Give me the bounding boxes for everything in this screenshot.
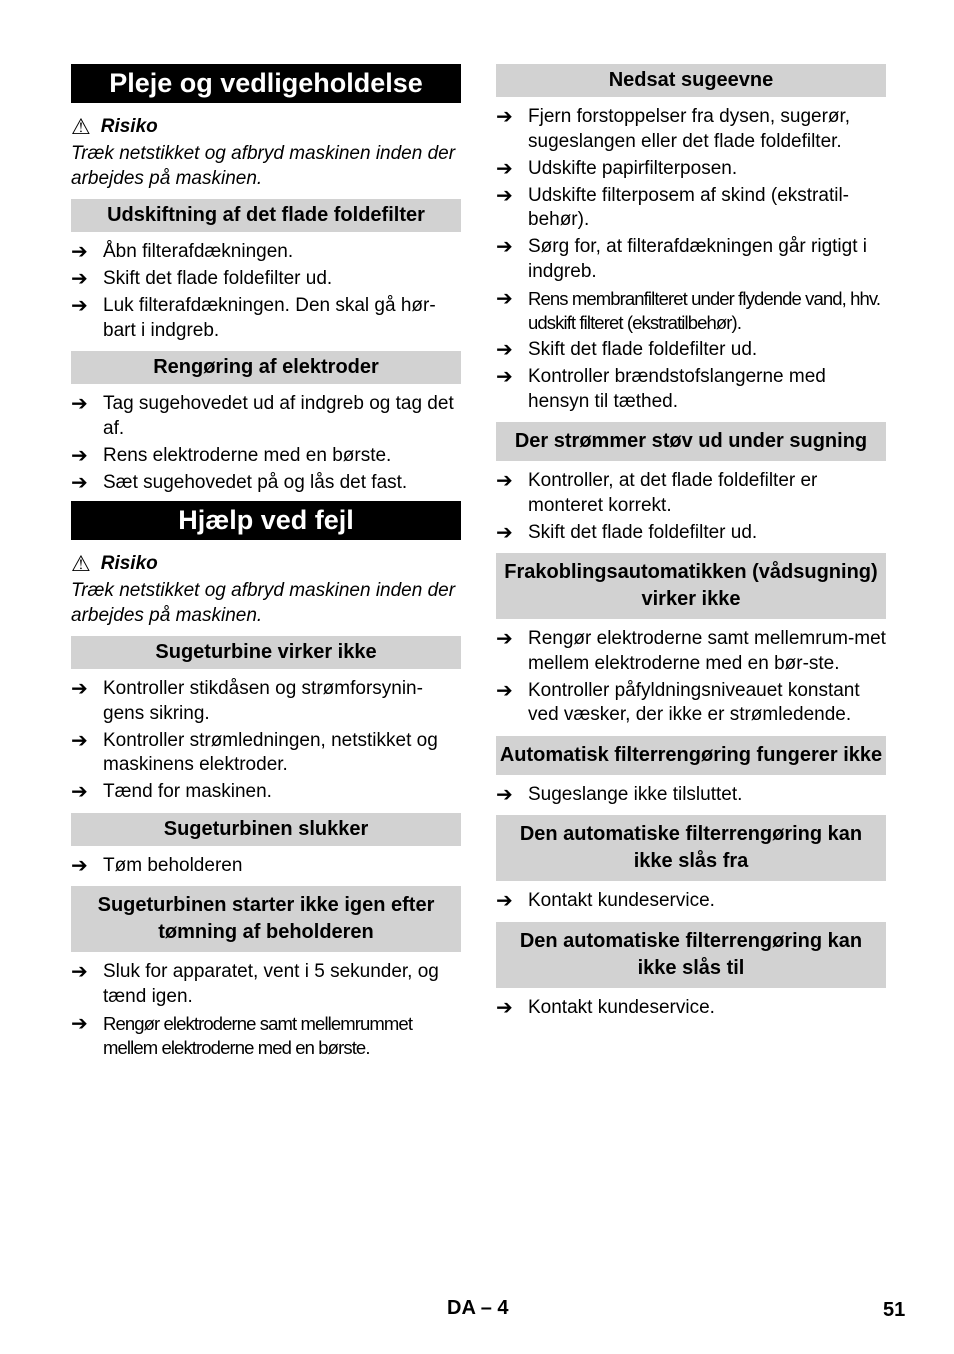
arrow-right-icon: ➔ [496,521,513,544]
list-item: ➔ Udskifte filterposem af skind (ekstratil-behør). [496,184,886,233]
arrow-right-icon: ➔ [71,268,88,290]
warning-triangle-icon: ⚠ [71,114,91,139]
arrow-right-icon: ➔ [496,366,513,388]
auto-off-steps [496,627,886,728]
help-heading: Hjælp ved fejl [71,501,461,540]
list-item: ➔ Tænd for maskinen. [71,781,272,803]
turbine-steps [71,677,461,805]
list-item: ➔ Rengør elektroderne samt mellemrum-met mellem elektroderne med en bør-ste. [496,627,886,676]
arrow-right-icon: ➔ [71,678,88,700]
off-steps [71,854,461,879]
footer-section-page: DA – 4 [447,1297,509,1319]
restart-steps [71,960,461,1061]
arrow-right-icon: ➔ [71,961,88,983]
list-item: ➔ Luk filterafdækningen. Den skal gå hør-bart i indgreb. [71,294,461,343]
list-item: ➔ Rens elektroderne med en børste. [71,444,392,467]
footer-page-number: 51 [883,1299,906,1321]
arrow-right-icon: ➔ [71,393,88,415]
warning-triangle-icon: ⚠ [71,551,91,576]
arrow-right-icon: ➔ [496,106,513,128]
list-item: ➔ Fjern forstoppelser fra dysen, sugerør, sugeslangen eller det flade foldefilter. [496,105,886,154]
arrow-right-icon: ➔ [496,287,513,310]
arrow-right-icon: ➔ [496,339,513,361]
list-item: ➔ Rens membranfilteret under flydende vand, hhv. udskift filteret (ekstratilbehør). [496,287,886,336]
cannot-off-heading: Den automatiske filterrengøring kan ikke slås fra [496,815,886,881]
left-column [71,64,461,1063]
help-risk-note: Træk netstikket og afbryd maskinen inden der arbejdes på maskinen. [71,580,456,626]
cannot-off-steps [496,889,886,914]
arrow-right-icon: ➔ [496,470,513,492]
restart-heading: Sugeturbinen starter ikke igen efter tømning af beholderen [71,886,461,952]
arrow-right-icon: ➔ [496,628,513,650]
turbine-heading: Sugeturbine virker ikke [71,636,461,669]
arrow-right-icon: ➔ [71,854,88,877]
help-risk-text: Risiko [100,553,158,574]
list-item: ➔ Kontroller påfyldningsniveauet konstant ved væsker, der ikke er strømledende. [496,679,886,728]
reduced-steps [496,105,886,414]
list-item: ➔ Kontroller brændstofslangerne med hensyn til tæthed. [496,365,886,414]
dust-heading: Der strømmer støv ud under sugning [496,422,886,461]
arrow-right-icon: ➔ [496,783,513,806]
auto-clean-steps [496,783,886,808]
arrow-right-icon: ➔ [496,236,513,258]
list-item: ➔ Kontroller strømledningen, netstikket og maskinens elektroder. [71,729,461,778]
dust-steps [496,469,886,545]
list-item: ➔ Sørg for, at filterafdækningen går rigtigt i indgreb. [496,235,886,284]
arrow-right-icon: ➔ [496,996,513,1019]
electrodes-steps [71,392,461,495]
list-item: ➔ Kontakt kundeservice. [496,996,715,1019]
list-item: ➔ Kontroller, at det flade foldefilter er monteret korrekt. [496,469,886,518]
arrow-right-icon: ➔ [71,241,88,263]
arrow-right-icon: ➔ [71,444,88,467]
list-item: ➔ Sæt sugehovedet på og lås det fast. [71,471,408,494]
list-item: ➔ Kontroller stikdåsen og strømforsynin-gens sikring. [71,677,461,726]
arrow-right-icon: ➔ [71,471,88,494]
arrow-right-icon: ➔ [496,157,513,180]
list-item: ➔ Sluk for apparatet, vent i 5 sekunder, og tænd igen. [71,960,461,1009]
list-item: ➔ Tag sugehovedet ud af indgreb og tag det af. [71,392,461,441]
electrodes-heading: Rengøring af elektroder [71,351,461,384]
care-risk-label [71,113,461,141]
care-risk-note: Træk netstikket og afbryd maskinen inden der arbejdes på maskinen. [71,143,456,189]
list-item: ➔ Tøm beholderen [71,854,243,877]
reduced-heading: Nedsat sugeevne [496,64,886,97]
list-item: ➔ Sugeslange ikke tilsluttet. [496,783,743,806]
auto-clean-heading: Automatisk filterrengøring fungerer ikke [496,736,886,775]
list-item: ➔ Skift det flade foldefilter ud. [496,339,758,361]
arrow-right-icon: ➔ [71,729,88,752]
arrow-right-icon: ➔ [71,781,88,803]
cannot-on-heading: Den automatiske filterrengøring kan ikke slås til [496,922,886,988]
arrow-right-icon: ➔ [496,679,513,702]
list-item: ➔ Skift det flade foldefilter ud. [496,521,758,544]
off-heading: Sugeturbinen slukker [71,813,461,846]
care-risk-text: Risiko [100,116,158,137]
filter-steps [71,240,461,343]
list-item: ➔ Åbn filterafdækningen. [71,241,294,263]
list-item: ➔ Udskifte papirfilterposen. [496,157,738,180]
arrow-right-icon: ➔ [71,295,88,317]
arrow-right-icon: ➔ [496,890,513,912]
filter-heading: Udskiftning af det flade foldefilter [71,199,461,232]
cannot-on-steps [496,996,886,1021]
arrow-right-icon: ➔ [71,1012,88,1035]
care-heading: Pleje og vedligeholdelse [71,64,461,103]
list-item: ➔ Kontakt kundeservice. [496,890,715,912]
arrow-right-icon: ➔ [496,184,513,207]
list-item: ➔ Rengør elektroderne samt mellemrummet mellem elektroderne med en børste. [71,1012,461,1061]
help-risk-label [71,550,461,578]
auto-off-heading: Frakoblingsautomatikken (vådsugning) virker ikke [496,553,886,619]
right-column [496,64,886,1023]
list-item: ➔ Skift det flade foldefilter ud. [71,268,333,290]
